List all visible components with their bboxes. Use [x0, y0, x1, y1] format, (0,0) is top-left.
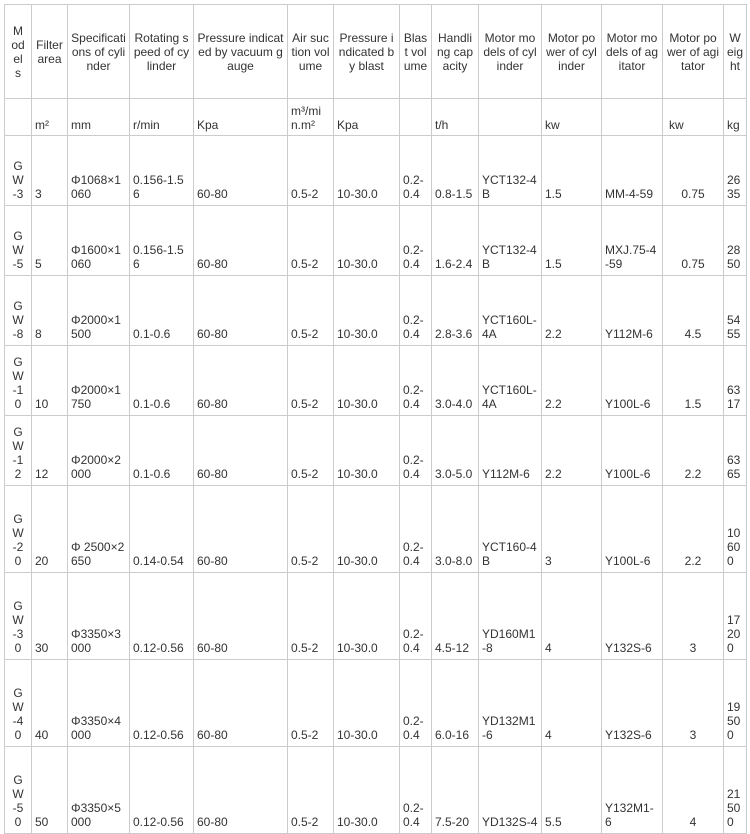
table-cell: 2.2 — [663, 416, 724, 486]
table-cell: 60-80 — [194, 573, 288, 660]
table-cell: Φ2000×2000 — [68, 416, 130, 486]
header-air-suction-volume: Air suction volume — [288, 5, 334, 99]
table-cell: Φ2000×1750 — [68, 346, 130, 416]
table-cell: Y132S-6 — [602, 660, 663, 747]
unit-cell — [479, 99, 542, 136]
table-cell: Y100L-6 — [602, 346, 663, 416]
table-cell: 21500 — [724, 747, 747, 834]
table-cell: MXJ.75-4-59 — [602, 206, 663, 276]
table-cell: 2.2 — [542, 346, 602, 416]
table-cell: Φ3350×5000 — [68, 747, 130, 834]
table-cell: 1.5 — [542, 136, 602, 206]
model-cell: GW-50 — [5, 747, 32, 834]
table-cell: Φ1600×1060 — [68, 206, 130, 276]
unit-cell: m³/min.m² — [288, 99, 334, 136]
table-cell: 50 — [32, 747, 68, 834]
model-cell: GW-10 — [5, 346, 32, 416]
header-filter-area: Filter area — [32, 5, 68, 99]
table-cell: 0.156-1.56 — [130, 136, 194, 206]
table-cell: 7.5-20 — [432, 747, 479, 834]
table-cell: 1.6-2.4 — [432, 206, 479, 276]
table-cell: 10-30.0 — [334, 573, 400, 660]
table-row — [5, 136, 747, 206]
units-row — [5, 99, 747, 136]
table-cell: 0.2-0.4 — [400, 747, 432, 834]
table-cell: 3.0-5.0 — [432, 416, 479, 486]
header-handling-capacity: Handling capacity — [432, 5, 479, 99]
table-cell: 60-80 — [194, 136, 288, 206]
table-cell: 4 — [542, 573, 602, 660]
header-blast-volume: Blast volume — [400, 5, 432, 99]
table-cell: 60-80 — [194, 747, 288, 834]
table-cell: 10-30.0 — [334, 486, 400, 573]
table-cell: 10-30.0 — [334, 660, 400, 747]
table-cell: 0.5-2 — [288, 660, 334, 747]
table-cell: 0.156-1.56 — [130, 206, 194, 276]
table-cell: MM-4-59 — [602, 136, 663, 206]
table-cell: 0.75 — [663, 206, 724, 276]
table-cell: 10600 — [724, 486, 747, 573]
table-cell: 10-30.0 — [334, 346, 400, 416]
table-cell: 0.5-2 — [288, 747, 334, 834]
table-cell: 5 — [32, 206, 68, 276]
table-cell: 0.2-0.4 — [400, 660, 432, 747]
table-cell: Y132S-6 — [602, 573, 663, 660]
table-cell: Φ 2500×2650 — [68, 486, 130, 573]
table-cell: 0.12-0.56 — [130, 660, 194, 747]
table-cell: 0.75 — [663, 136, 724, 206]
table-cell: Y100L-6 — [602, 486, 663, 573]
table-row — [5, 346, 747, 416]
table-cell: YCT160L-4A — [479, 346, 542, 416]
table-cell: 0.5-2 — [288, 416, 334, 486]
header-weight: Weight — [724, 5, 747, 99]
table-cell: 10-30.0 — [334, 416, 400, 486]
table-body — [5, 5, 747, 834]
table-cell: 10-30.0 — [334, 206, 400, 276]
unit-cell — [5, 99, 32, 136]
table-cell: 0.5-2 — [288, 573, 334, 660]
table-cell: 0.12-0.56 — [130, 747, 194, 834]
unit-cell: kg — [724, 99, 747, 136]
header-cylinder-motor-power: Motor power of cylinder — [542, 5, 602, 99]
table-cell: Y112M-6 — [479, 416, 542, 486]
table-cell: 3.0-4.0 — [432, 346, 479, 416]
model-cell: GW-12 — [5, 416, 32, 486]
table-cell: 60-80 — [194, 486, 288, 573]
table-cell: 6365 — [724, 416, 747, 486]
table-cell: 0.2-0.4 — [400, 416, 432, 486]
unit-cell: t/h — [432, 99, 479, 136]
table-cell: 0.5-2 — [288, 486, 334, 573]
table-row — [5, 486, 747, 573]
table-cell: 10-30.0 — [334, 276, 400, 346]
table-cell: 20 — [32, 486, 68, 573]
table-cell: 12 — [32, 416, 68, 486]
table-row — [5, 416, 747, 486]
table-cell: 4 — [542, 660, 602, 747]
table-cell: 5.5 — [542, 747, 602, 834]
unit-cell: mm — [68, 99, 130, 136]
table-cell: Φ2000×1500 — [68, 276, 130, 346]
table-cell: 60-80 — [194, 660, 288, 747]
table-cell: 2850 — [724, 206, 747, 276]
table-cell: 3 — [663, 660, 724, 747]
header-models: Models — [5, 5, 32, 99]
table-cell: 0.5-2 — [288, 276, 334, 346]
header-vacuum-pressure: Pressure indicated by vacuum gauge — [194, 5, 288, 99]
table-row — [5, 206, 747, 276]
table-cell: 2.2 — [663, 486, 724, 573]
table-cell: 6317 — [724, 346, 747, 416]
table-cell: 0.1-0.6 — [130, 346, 194, 416]
table-cell: 10 — [32, 346, 68, 416]
table-cell: YD132M1-6 — [479, 660, 542, 747]
model-cell: GW-3 — [5, 136, 32, 206]
table-cell: Y112M-6 — [602, 276, 663, 346]
table-cell: 5455 — [724, 276, 747, 346]
header-blast-pressure: Pressure indicated by blast — [334, 5, 400, 99]
unit-cell: kw — [542, 99, 602, 136]
header-cylinder-motor-model: Motor models of cylinder — [479, 5, 542, 99]
table-cell: 3.0-8.0 — [432, 486, 479, 573]
unit-cell: m² — [32, 99, 68, 136]
table-cell: 3 — [663, 573, 724, 660]
table-cell: 19500 — [724, 660, 747, 747]
table-row — [5, 573, 747, 660]
table-cell: 2.2 — [542, 416, 602, 486]
table-cell: 60-80 — [194, 416, 288, 486]
unit-cell — [602, 99, 663, 136]
table-cell: 3 — [32, 136, 68, 206]
table-cell: 2635 — [724, 136, 747, 206]
table-cell: 0.2-0.4 — [400, 276, 432, 346]
header-row — [5, 5, 747, 99]
table-cell: YD132S-4 — [479, 747, 542, 834]
table-cell: 4.5-12 — [432, 573, 479, 660]
model-cell: GW-30 — [5, 573, 32, 660]
table-cell: 17200 — [724, 573, 747, 660]
table-cell: 60-80 — [194, 206, 288, 276]
table-cell: 3 — [542, 486, 602, 573]
table-cell: YCT160-4B — [479, 486, 542, 573]
table-row — [5, 276, 747, 346]
table-cell: 0.5-2 — [288, 346, 334, 416]
table-cell: 0.1-0.6 — [130, 416, 194, 486]
table-cell: 10-30.0 — [334, 747, 400, 834]
table-cell: 0.5-2 — [288, 206, 334, 276]
table-cell: 0.12-0.56 — [130, 573, 194, 660]
table-cell: 8 — [32, 276, 68, 346]
table-cell: 4.5 — [663, 276, 724, 346]
table-cell: 10-30.0 — [334, 136, 400, 206]
table-cell: 0.2-0.4 — [400, 346, 432, 416]
unit-cell — [400, 99, 432, 136]
table-cell: 40 — [32, 660, 68, 747]
table-cell: Φ3350×3000 — [68, 573, 130, 660]
header-agitator-motor-power: Motor power of agitator — [663, 5, 724, 99]
header-cylinder-specifications: Specifications of cylinder — [68, 5, 130, 99]
header-rotating-speed: Rotating speed of cylinder — [130, 5, 194, 99]
model-cell: GW-20 — [5, 486, 32, 573]
table-cell: 4 — [663, 747, 724, 834]
table-cell: 0.2-0.4 — [400, 573, 432, 660]
table-cell: 0.2-0.4 — [400, 206, 432, 276]
unit-cell: kw — [663, 99, 724, 136]
specifications-table — [4, 4, 747, 834]
model-cell: GW-8 — [5, 276, 32, 346]
model-cell: GW-5 — [5, 206, 32, 276]
table-cell: 60-80 — [194, 346, 288, 416]
table-cell: 2.2 — [542, 276, 602, 346]
table-cell: 0.8-1.5 — [432, 136, 479, 206]
unit-cell: r/min — [130, 99, 194, 136]
table-row — [5, 747, 747, 834]
table-cell: YD160M1-8 — [479, 573, 542, 660]
table-cell: 2.8-3.6 — [432, 276, 479, 346]
table-cell: Y100L-6 — [602, 416, 663, 486]
table-cell: Y132M1-6 — [602, 747, 663, 834]
table-cell: 0.5-2 — [288, 136, 334, 206]
table-cell: 30 — [32, 573, 68, 660]
header-agitator-motor-model: Motor models of agitator — [602, 5, 663, 99]
table-cell: Φ3350×4000 — [68, 660, 130, 747]
unit-cell: Kpa — [194, 99, 288, 136]
table-cell: 6.0-16 — [432, 660, 479, 747]
table-cell: 1.5 — [542, 206, 602, 276]
unit-cell: Kpa — [334, 99, 400, 136]
table-cell: 0.2-0.4 — [400, 486, 432, 573]
table-cell: 0.1-0.6 — [130, 276, 194, 346]
table-cell: 0.2-0.4 — [400, 136, 432, 206]
table-cell: YCT132-4B — [479, 206, 542, 276]
table-cell: 1.5 — [663, 346, 724, 416]
table-cell: 0.14-0.54 — [130, 486, 194, 573]
table-cell: YCT132-4B — [479, 136, 542, 206]
table-row — [5, 660, 747, 747]
table-cell: Φ1068×1060 — [68, 136, 130, 206]
model-cell: GW-40 — [5, 660, 32, 747]
table-cell: 60-80 — [194, 276, 288, 346]
table-cell: YCT160L-4A — [479, 276, 542, 346]
